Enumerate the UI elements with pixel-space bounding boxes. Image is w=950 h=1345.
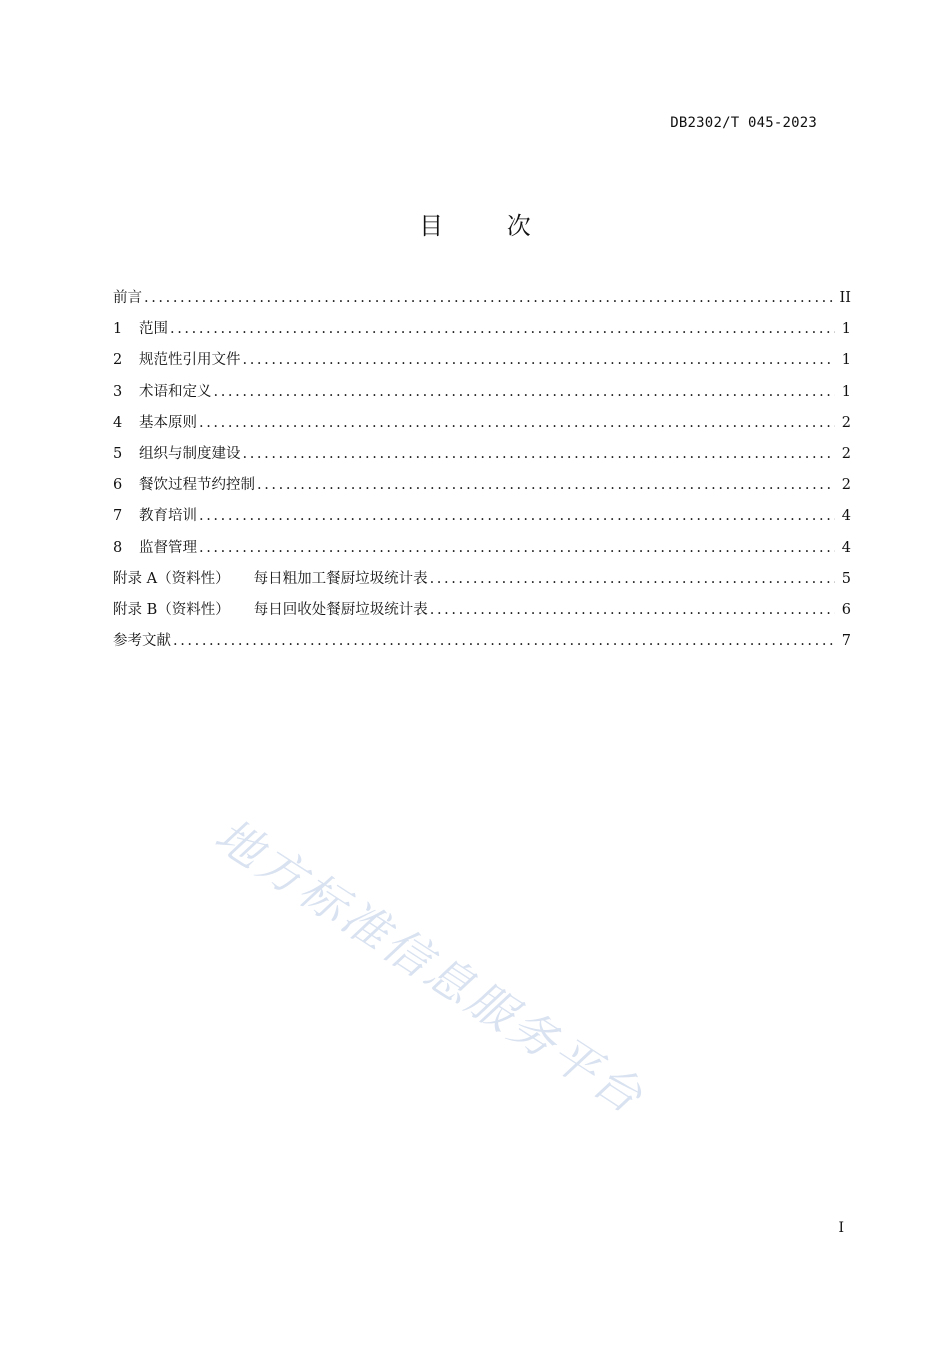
toc-entry-number: 7: [113, 508, 123, 525]
toc-dot-leader: [257, 474, 835, 496]
toc-dot-leader: [199, 505, 835, 527]
toc-entry-number: 6: [113, 477, 123, 494]
toc-entry-number: 1: [113, 321, 123, 338]
toc-entry-page: 1: [841, 352, 851, 369]
toc-entry-scope[interactable]: [113, 318, 851, 349]
document-code: DB2302/T 045-2023: [670, 115, 817, 131]
table-of-contents: [113, 287, 851, 661]
toc-entry-number: 2: [113, 352, 123, 369]
toc-entry-number: 4: [113, 414, 123, 431]
toc-dot-leader: [199, 537, 835, 559]
toc-dot-leader: [170, 318, 835, 340]
toc-entry-label: 餐饮过程节约控制: [139, 477, 255, 494]
toc-entry-page: 2: [841, 477, 851, 494]
toc-entry-page: 6: [841, 601, 851, 618]
toc-dot-leader: [243, 349, 836, 371]
toc-entry-process-control[interactable]: [113, 474, 851, 505]
toc-entry-number: 3: [113, 383, 123, 400]
toc-appendix-prefix: 附录 A（资料性）: [113, 570, 230, 587]
toc-entry-page: 1: [841, 383, 851, 400]
toc-entry-page: 5: [841, 570, 851, 587]
toc-entry-foreword[interactable]: [113, 287, 851, 318]
toc-entry-page: 2: [841, 414, 851, 431]
toc-entry-number: 5: [113, 445, 123, 462]
toc-appendix-prefix: 附录 B（资料性）: [113, 601, 230, 618]
toc-entry-number: 8: [113, 539, 123, 556]
toc-entry-page: 2: [841, 445, 851, 462]
toc-entry-label: 规范性引用文件: [139, 352, 241, 369]
toc-dot-leader: [199, 412, 835, 434]
toc-dot-leader: [430, 599, 835, 621]
toc-entry-page: 4: [841, 508, 851, 525]
toc-entry-page: 4: [841, 539, 851, 556]
page-number: I: [838, 1220, 844, 1236]
toc-entry-organization[interactable]: [113, 443, 851, 474]
toc-dot-leader: [430, 568, 835, 590]
toc-entry-label: 监督管理: [139, 539, 197, 556]
toc-entry-terms-definitions[interactable]: [113, 381, 851, 412]
toc-entry-label: 术语和定义: [139, 383, 212, 400]
toc-entry-label: 范围: [139, 321, 168, 338]
toc-entry-supervision[interactable]: [113, 537, 851, 568]
toc-entry-page: 7: [841, 633, 851, 650]
toc-entry-page: 1: [841, 321, 851, 338]
toc-entry-label: 前言: [113, 290, 142, 306]
toc-dot-leader: [243, 443, 836, 465]
toc-entry-bibliography[interactable]: [113, 630, 851, 661]
toc-entry-normative-references[interactable]: [113, 349, 851, 380]
toc-entry-training[interactable]: [113, 505, 851, 536]
toc-entry-appendix-a[interactable]: [113, 568, 851, 599]
toc-entry-label: 每日粗加工餐厨垃圾统计表: [253, 570, 428, 587]
toc-dot-leader: [144, 287, 834, 309]
toc-entry-label: 组织与制度建设: [139, 445, 241, 462]
toc-entry-page: II: [839, 290, 851, 306]
toc-title: 目 次: [419, 212, 559, 240]
toc-dot-leader: [214, 381, 836, 403]
toc-entry-label: 每日回收处餐厨垃圾统计表: [253, 601, 428, 618]
toc-entry-label: 基本原则: [139, 414, 197, 431]
toc-entry-appendix-b[interactable]: [113, 599, 851, 630]
watermark: 地方标准信息服务平台: [205, 807, 655, 1126]
toc-entry-label: 教育培训: [139, 508, 197, 525]
toc-dot-leader: [173, 630, 835, 652]
toc-entry-basic-principles[interactable]: [113, 412, 851, 443]
toc-entry-label: 参考文献: [113, 633, 171, 650]
